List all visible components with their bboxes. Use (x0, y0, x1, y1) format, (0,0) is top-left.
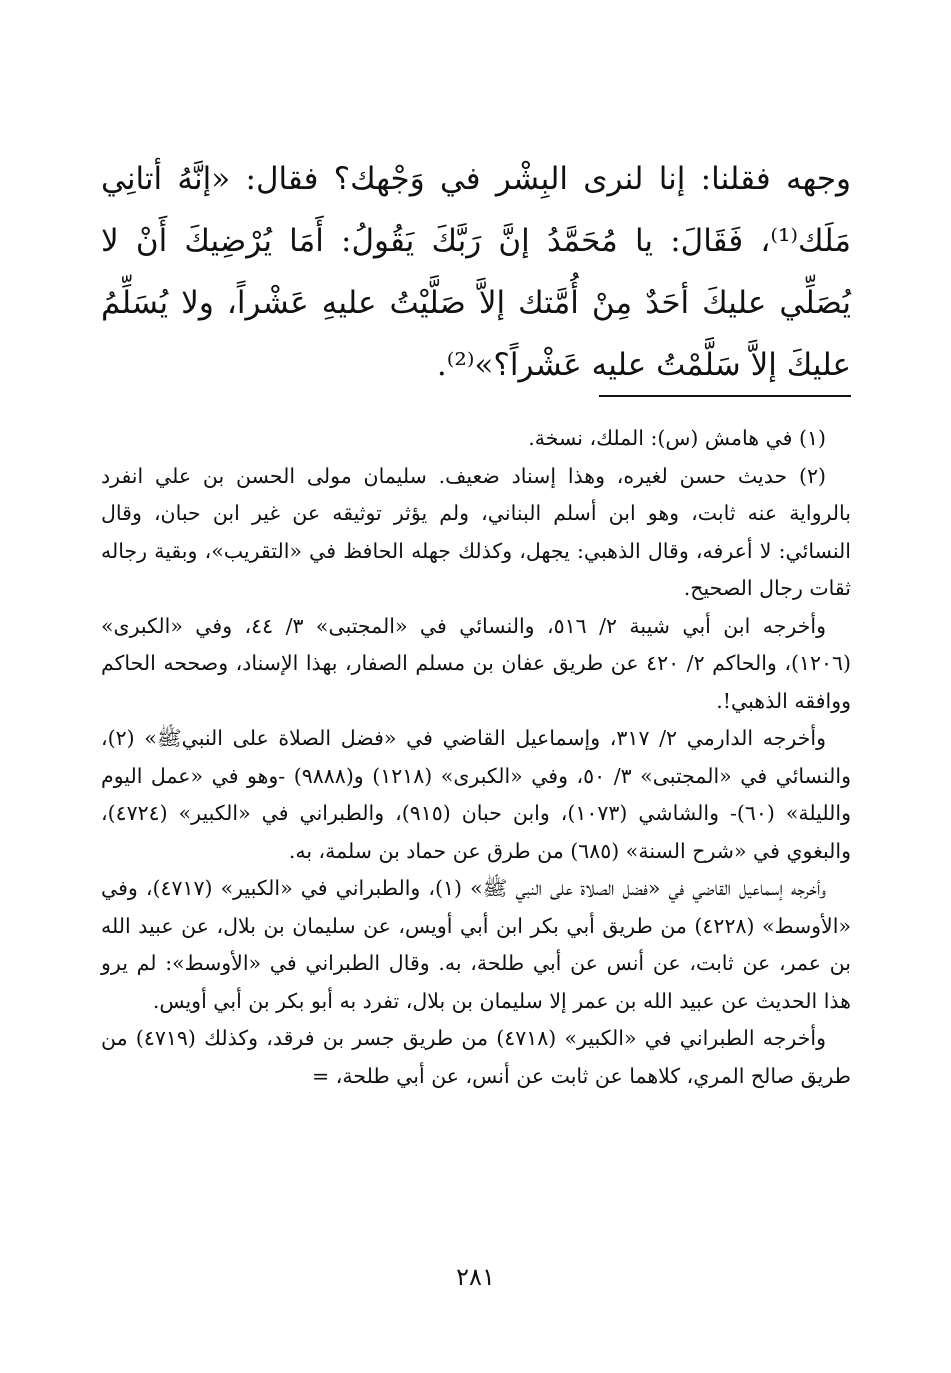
footnote-2-paragraph-5: وأخرجه الطبراني في «الكبير» (٤٧١٨) من طريق جسر بن فرقد، وكذلك (٤٧١٩) من طريق صالح المري، كلاهما عن ثابت عن أنس، عن أبي طلحة، = (101, 1026, 851, 1088)
footnote-2-paragraph-3: وأخرجه الدارمي ٢/ ٣١٧، وإسماعيل القاضي في «فضل الصلاة على النبيﷺ» (٢)، والنسائي في «المجتبى» ٣/ ٥٠، وفي «الكبرى» (١٢١٨) و(٩٨٨٨) -وهو في «عمل اليوم والليلة» (٦٠)- والشاشي (١٠٧٣)، وابن حبان (٩١٥)، والطبراني في «الكبير» (٤٧٢٤)، والبغوي في «شرح السنة» (٦٨٥) من طرق عن حماد بن سلمة، به. (101, 726, 852, 863)
footnotes-block (101, 420, 851, 1095)
main-text-block (101, 148, 851, 396)
main-text-paragraph: وجهه فقلنا: إنا لنرى البِشْر في وَجْهك؟ فقال: «إنَّهُ أتانِي مَلَك⁽¹⁾، فَقَالَ: يا مُحَمَّدُ إنَّ رَبَّكَ يَقُولُ: أَمَا يُرْضِيكَ أَنْ لا يُصَلِّي عليكَ أحَدٌ مِنْ أُمَّتك إلاَّ صَلَّيْتُ عليهِ عَشْراً، ولا يُسَلِّمُ عليكَ إلاَّ سَلَّمْتُ عليه عَشْراً؟»⁽²⁾. (101, 161, 851, 383)
footnote-2: (٢) حديث حسن لغيره، وهذا إسناد ضعيف. سليمان مولى الحسن بن علي انفرد بالرواية عنه ثابت، وهو ابن أسلم البناني، ولم يؤثر توثيقه عن غير ابن حبان، وقال النسائي: لا أعرفه، وقال الذهبي: يجهل، وكذلك جهله الحافظ في «التقريب»، وبقية رجاله ثقات رجال الصحيح. (101, 463, 851, 600)
footnote-2-paragraph-4: وأخرجه إسماعيل القاضي في «فضل الصلاة على النبي ﷺ» (١)، والطبراني في «الكبير» (٤٧١٧)، وفي «الأوسط» (٤٢٢٨) من طريق أبي بكر ابن أبي أويس، عن سليمان بن بلال، عن عبيد الله بن عمر، عن ثابت، عن أنس عن أبي طلحة، به. وقال الطبراني في «الأوسط»: لم يرو هذا الحديث عن عبيد الله بن عمر إلا سليمان بن بلال، تفرد به أبو بكر بن أبي أويس. (101, 876, 851, 1013)
footnote-separator (599, 395, 851, 397)
footnote-2-paragraph-2: وأخرجه ابن أبي شيبة ٢/ ٥١٦، والنسائي في «المجتبى» ٣/ ٤٤، وفي «الكبرى» (١٢٠٦)، والحاكم ٢/ ٤٢٠ عن طريق عفان بن مسلم الصفار، بهذا الإسناد، وصححه الحاكم ووافقه الذهبي!. (101, 613, 851, 713)
footnote-1: (١) في هامش (س): الملك، نسخة. (528, 426, 826, 450)
page-number: ٢٨١ (456, 1263, 495, 1291)
